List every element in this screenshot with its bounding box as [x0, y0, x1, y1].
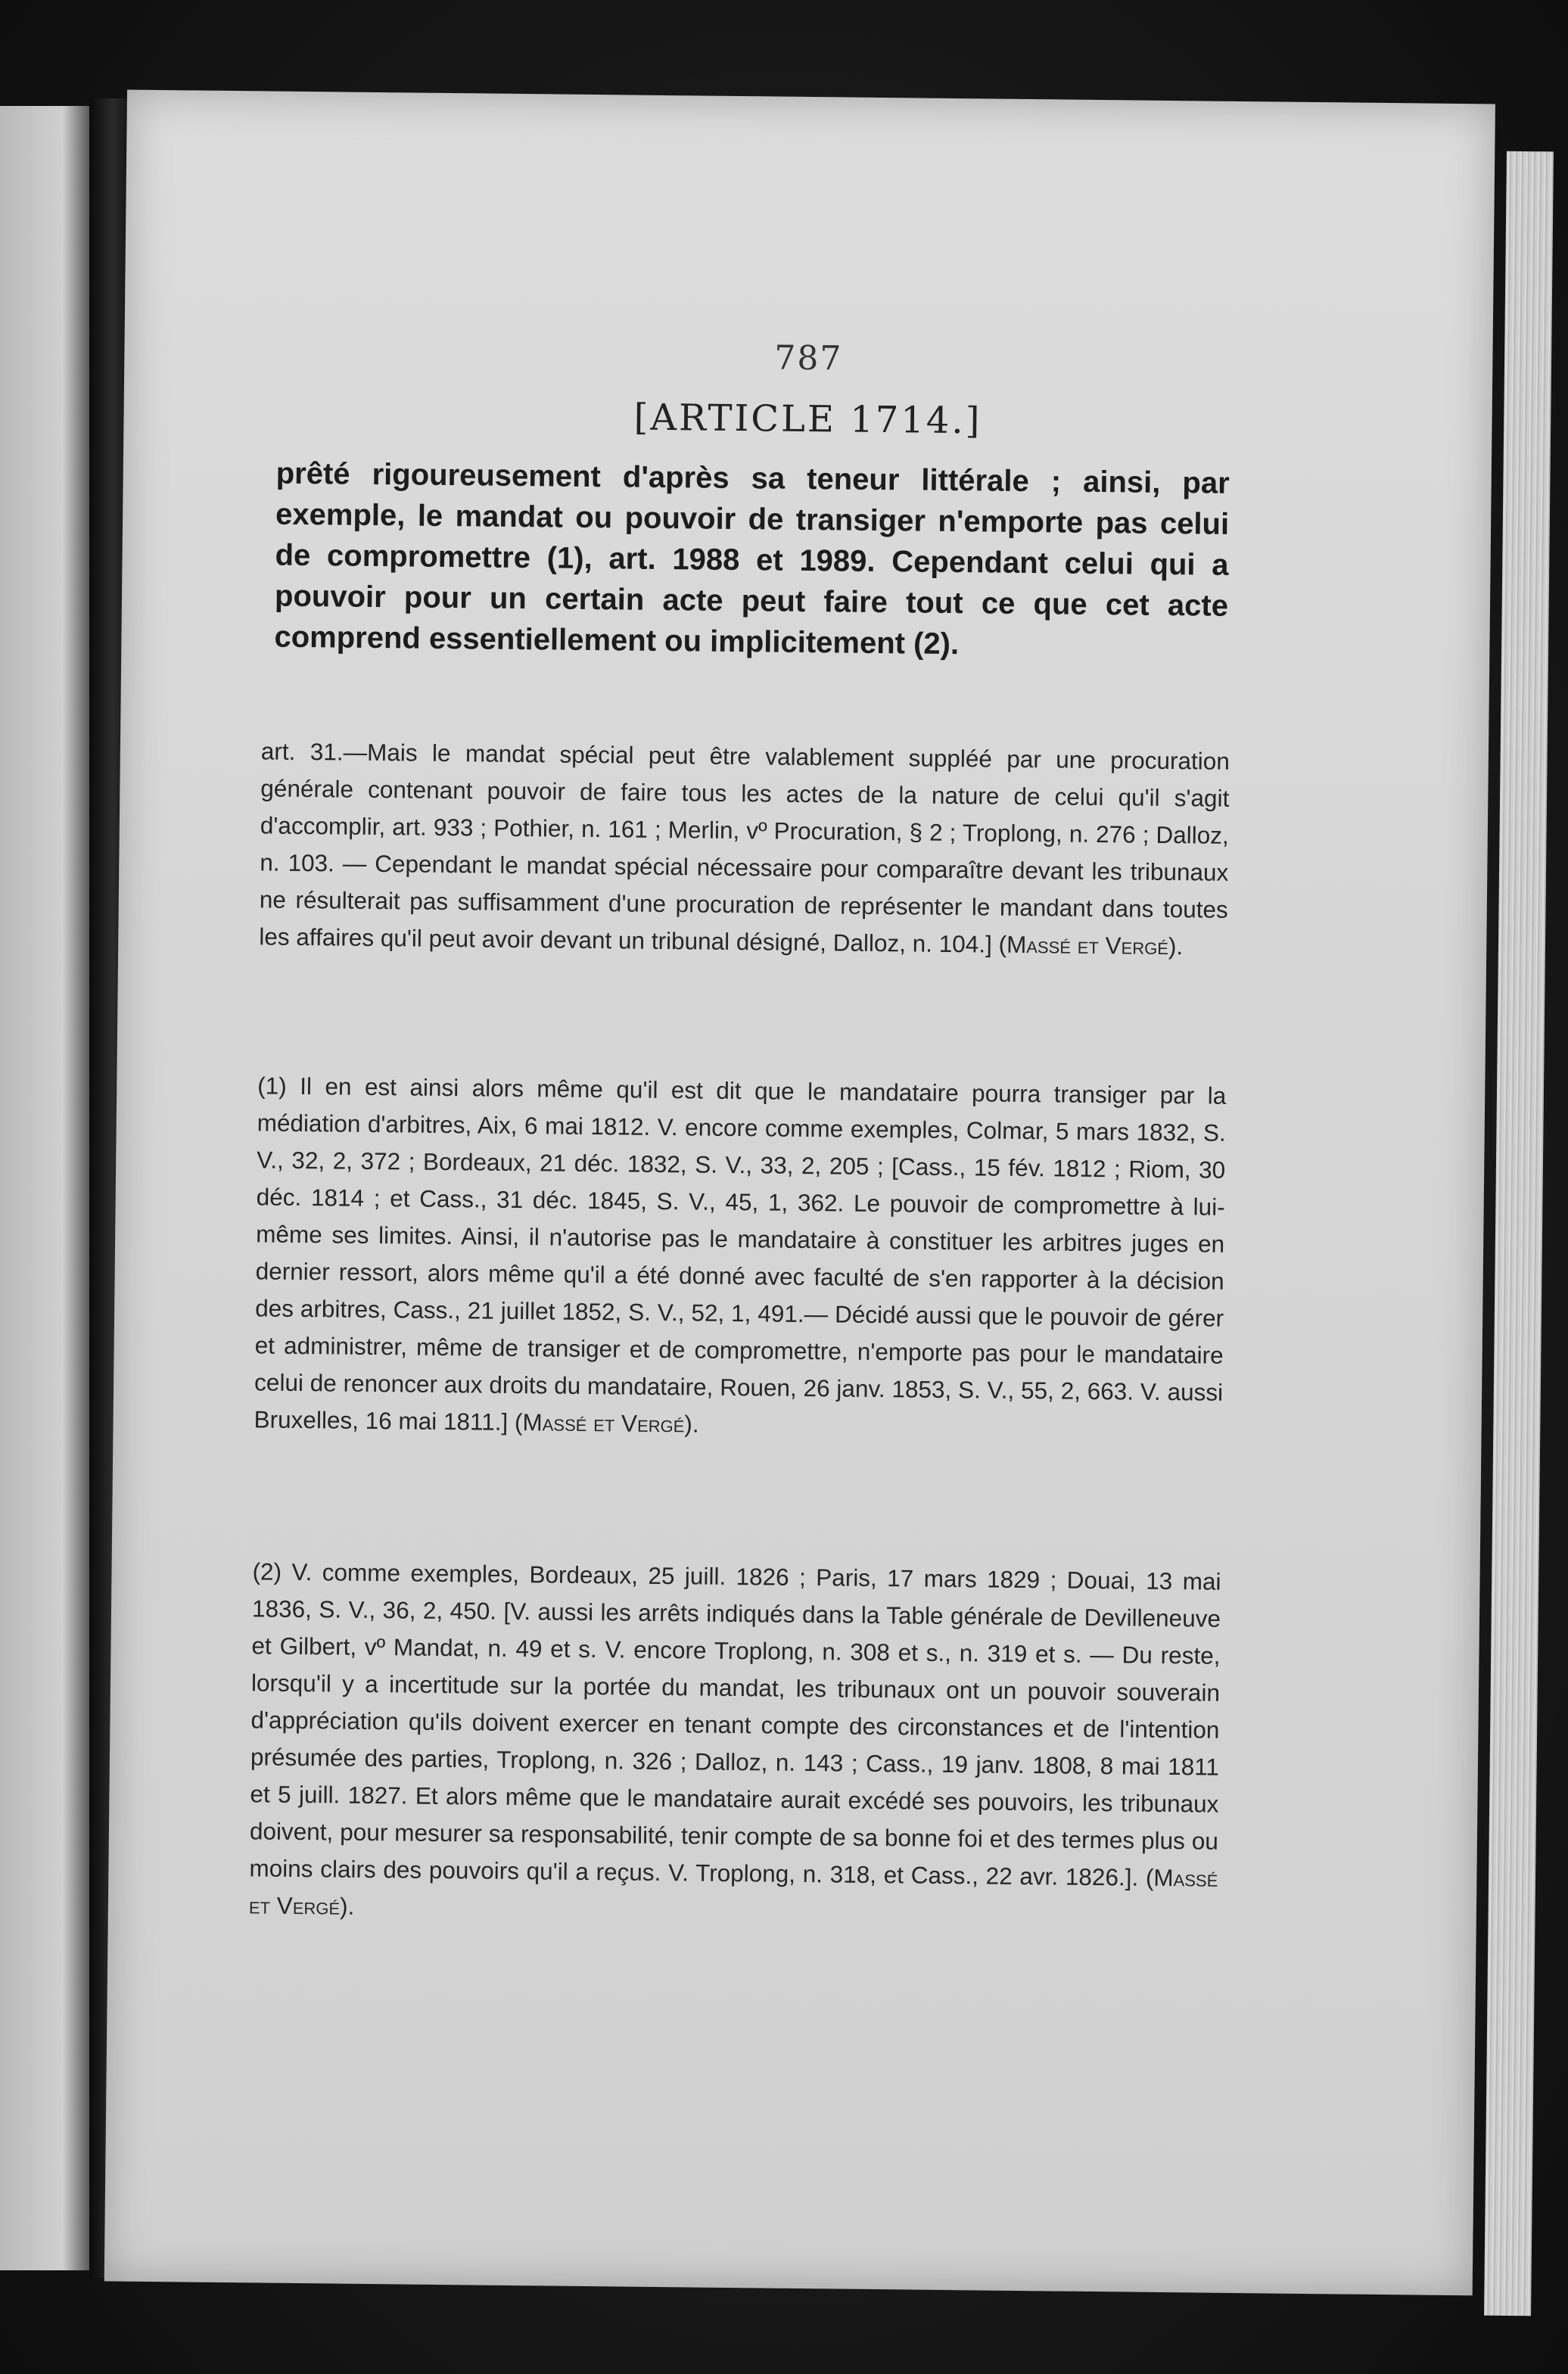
footnote-2 [249, 1553, 1221, 1934]
footnote-2-authors: (Massé et Vergé). [248, 1863, 1218, 1920]
footnote-continuation [259, 733, 1230, 965]
footnote-1-text: (1) Il en est ainsi alors même qu'il est dit que le mandataire pourra transiger par la médiation d'arbitres, Aix, 6 mai 1812. V. encore comme exemples, Colmar, 5 mars 1832, S. V., 32, 2, 372 ; Bordeaux, 21 déc. 1832, S. V., 33, 2, 205 ; [Cass., 15 fév. 1812 ; Riom, 30 déc. 1814 ; et Cass., 31 déc. 1845, S. V., 45, 1, 362. Le pouvoir de compromettre à lui-même ses limites. Ainsi, il n'autorise pas le mandataire à constituer les arbitres juges en dernier ressort, alors même qu'il a été donné avec faculté de s'en rapporter à la décision des arbitres, Cass., 21 juillet 1852, S. V., 52, 1, 491.— Décidé aussi que le pouvoir de gérer et administrer, même de transiger et de compromettre, n'emporte pas pour le mandataire celui de renoncer aux droits du mandataire, Rouen, 26 janv. 1853, S. V., 55, 2, 663. V. aussi Bruxelles, 16 mai 1811.] [254, 1072, 1227, 1436]
facing-page-edge [0, 106, 89, 2270]
article-heading: [ARTICLE 1714.] [633, 396, 982, 443]
footnote-1 [254, 1067, 1226, 1448]
page-number: 787 [774, 338, 843, 378]
main-paragraph: prêté rigoureusement d'après sa teneur littérale ; ainsi, par exemple, le mandat ou pouvoir de transiger n'emporte pas celui de compromettre (1), art. 1988 et 1989. Cependant celui qui a pouvoir pour un certain acte peut faire tout ce que cet acte comprend essentiellement ou implicitement (2). [274, 456, 1230, 661]
footnote-1-authors: (Massé et Vergé). [514, 1408, 699, 1438]
footnote-2-text: (2) V. comme exemples, Bordeaux, 25 juill. 1826 ; Paris, 17 mars 1829 ; Douai, 13 mai 1836, S. V., 36, 2, 450. [V. aussi les arrêts indiqués dans la Table générale de Devilleneuve et Gilbert, vº Mandat, n. 49 et s. V. encore Troplong, n. 308 et s., n. 319 et s. — Du reste, lorsqu'il y a incertitude sur la portée du mandat, les tribunaux ont un pouvoir souverain d'appréciation qu'ils doivent exercer en tenant compte des circonstances et de l'intention présumée des parties, Troplong, n. 326 ; Dalloz, n. 143 ; Cass., 19 janv. 1808, 8 mai 1811 et 5 juill. 1827. Et alors même que le mandataire aurait excédé ses pouvoirs, les tribunaux doivent, pour mesurer sa responsabilité, tenir compte de sa bonne foi et des termes plus ou moins clairs des pouvoirs qu'il a reçus. V. Troplong, n. 318, et Cass., 22 avr. 1826.]. [249, 1557, 1221, 1891]
book-page [104, 90, 1495, 2296]
footnote-continuation-authors: (Massé et Vergé). [998, 930, 1184, 960]
footnote-continuation-text: art. 31.—Mais le mandat spécial peut être valablement suppléé par une procuration générale contenant pouvoir de faire tous les actes de la nature de celui qu'il s'agit d'accomplir, art. 933 ; Pothier, n. 161 ; Merlin, vº Procuration, § 2 ; Troplong, n. 276 ; Dalloz, n. 103. — Cependant le mandat spécial nécessaire pour comparaître devant les tribunaux ne résulterait pas suffisamment d'une procuration de représenter le mandant dans toutes les affaires qu'il peut avoir devant un tribunal désigné, Dalloz, n. 104.] [259, 737, 1230, 958]
